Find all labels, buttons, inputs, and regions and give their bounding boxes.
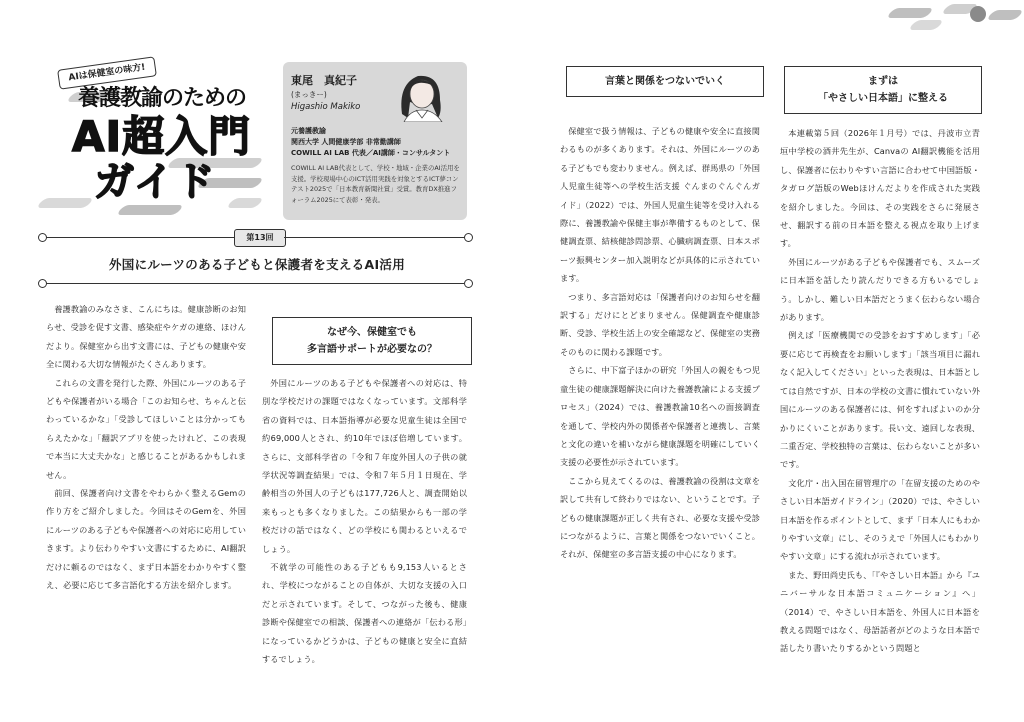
divider-dot bbox=[464, 279, 473, 288]
col4-paragraph: 本連載第５回（2026年１月号）では、丹波市立青垣中学校の酒井先生が、Canvaの AI翻訳機能を活用し、保護者に伝わりやすい言語に合わせて中国語版・タガログ語版のWebほけんだよりを作成された実践を紹介しました。今回は、その実践をさらに発展させ、翻訳する前の日本語を整える視点を取り上げます。 bbox=[780, 128, 980, 249]
decor-stripe bbox=[986, 10, 1024, 20]
author-bio: COWILL AI LAB代表として、学校・地域・企業のAI活用を支援。学校現場中心のICT活用実践を対象とするICT夢コンテスト2025で「日本教育新聞社賞」受賞。教育DX推進フォーラム2025にて表彰・発表。 bbox=[291, 164, 460, 204]
decor-circle bbox=[970, 6, 986, 22]
col1-paragraph-text: これらの文書を発行した際、外国にルーツのある子どもや保護者がいる場合「このお知らせ、ちゃんと伝わっているかな」「受診してほしいことは分かってもらえたかな」「翻訳アプリを使ったけれど、この表現で本当に大丈夫かな」と感じることがあるかもしれません。 bbox=[46, 377, 246, 480]
col4-paragraph: 文化庁・出入国在留管理庁の「在留支援のためのやさしい日本語ガイドライン」（2020）では、やさしい日本語を作るポイントとして、まず「日本人にもわかりやすい文章」にし、そのうえで「外国人にもわかりやすい文章」にする流れが示されています。 bbox=[780, 477, 980, 562]
col4-heading-line: 「やさしい日本語」に整える bbox=[818, 93, 948, 104]
col2-paragraph: 外国にルーツのある子どもや保護者への対応は、特別な学校だけの課題ではなくなっています。文部科学省の資料では、日本語指導が必要な児童生徒は全国で約69,000人とされ、約10年でほぼ倍増しています。さらに、文部科学省の「令和７年度外国人の子供の就学状況等調査結果」では、令和７年５月１日現在、学齢相当の外国人の子どもは177,726人と、調査開始以来もっとも多くなりました。この結果からも一部の学校だけの話ではなく、どの学校にも関わるといえるでしょう。 bbox=[262, 378, 467, 554]
col3-heading bbox=[566, 66, 764, 97]
series-title-line1: 養護教諭のための bbox=[78, 86, 247, 111]
col1-paragraph bbox=[46, 374, 246, 484]
decor-stripe bbox=[116, 205, 184, 215]
author-role-3: COWILL AI LAB 代表／AI講師・コンサルタント bbox=[291, 149, 451, 157]
divider-line bbox=[284, 237, 466, 238]
col4-paragraph: 例えば「医療機関での受診をおすすめします」「必要に応じて再検査をお願いします」「該当項目に漏れなく記入してください」といった表現は、日本語としては自然ですが、日本の学校の文書に慣れていない外国にルーツのある保護者には、何をすればよいのか分かりにくいことがあります。長い文、遠回しな表現、二重否定、学校独特の言葉は、伝わらないことが多いです。 bbox=[780, 330, 980, 470]
divider-line bbox=[46, 237, 234, 238]
episode-label: 第13回 bbox=[246, 233, 274, 242]
col3-paragraph: さらに、中下富子ほかの研究「外国人の親をもつ児童生徒の健康課題解決に向けた養護教諭による支援プロセス」（2024）では、養護教諭10名への面接調査を通して、学校内外の関係者や保護者と連携し、言葉と文化の違いを補いながら健康課題を明確にしていく支援の必要性が示されています。 bbox=[560, 365, 760, 468]
series-tagline-badge bbox=[57, 56, 157, 89]
article-title: 外国にルーツのある子どもと保護者を支えるAI活用 bbox=[108, 257, 406, 272]
col3-paragraph: 保健室で扱う情報は、子どもの健康や安全に直接関わるものが多くあります。それは、外国にルーツのある子どもでも変わりません。例えば、群馬県の「外国人児童生徒等への学校生活支援 ぐんまのぐんぐんガイド」（2022）では、外国人児童生徒等を受け入れる際に、養護教諭や保健主事が準備するものとして、保健調査票、結核健診問診票、心臓病調査票、日本スポーツ振興センター加入説明などが具体的に示されています。 bbox=[560, 126, 760, 284]
author-role-2: 関西大学 人間健康学部 非常勤講師 bbox=[291, 138, 401, 146]
col2-paragraph: 不就学の可能性のある子どもも9,153人いるとされ、学校につながることの自体が、大切な支援の入口だと示されています。そして、つながった後も、健康診断や保健室での相談、保護者への連絡が「伝わる形」になっているかどうかは、子どもの健康と安全に直結するでしょう。 bbox=[262, 562, 467, 665]
column-1 bbox=[46, 300, 246, 595]
series-tagline: AIは保健室の味方! bbox=[67, 62, 147, 84]
author-name: 東尾 真紀子 bbox=[291, 74, 357, 87]
episode-badge bbox=[234, 229, 286, 247]
column-4 bbox=[780, 124, 980, 658]
col2-heading-line: なぜ今、保健室でも bbox=[327, 327, 417, 338]
divider-line bbox=[46, 283, 464, 284]
col2-heading bbox=[272, 317, 472, 365]
author-nickname: (まっきー) bbox=[291, 90, 327, 99]
divider-dot bbox=[464, 233, 473, 242]
col2-heading-line: 多言語サポートが必要なの？ bbox=[307, 344, 437, 355]
column-3 bbox=[560, 122, 760, 564]
col4-heading-line: まずは bbox=[868, 76, 898, 87]
decor-stripe bbox=[908, 20, 944, 30]
decor-stripe bbox=[886, 8, 934, 18]
col4-paragraph: 外国にルーツがある子どもや保護者でも、スムーズに日本語を話したり読んだりできる方もいるでしょう。しかし、難しい日本語だとうまく伝わらない場合があります。 bbox=[780, 256, 980, 323]
series-title-line3: ガイド bbox=[94, 159, 216, 205]
author-role-1: 元養護教諭 bbox=[291, 127, 326, 135]
col1-paragraph: 前回、保護者向け文書をやわらかく整えるGemの作り方をご紹介しました。今回はそのGemを、外国にルーツのある子どもや保護者への対応に応用していきます。より伝わりやすい文書にするために、AI翻訳だけに頼るのではなく、まず日本語をわかりやすく整え、必要に応じて多言語化する方法を紹介します。 bbox=[46, 488, 246, 591]
col4-paragraph: また、野田尚史氏も、「『やさしい日本語』から『ユニバーサルな日本語コミュニケーション』へ」（2014）で、やさしい日本語を、外国人に日本語を教える問題ではなく、母語話者がどのような日本語で話したり書いたりするかという問題と bbox=[780, 569, 980, 654]
column-2 bbox=[262, 374, 467, 669]
col1-paragraph: 養護教諭のみなさま、こんにちは。健康診断のお知らせ、受診を促す文書、感染症やケガの連絡、ほけんだより。保健室から出す文書には、子どもの健康や安全に関わる大切な情報がたくさんあります。 bbox=[46, 304, 246, 370]
col4-heading bbox=[784, 66, 982, 114]
col3-heading-line: 言葉と関係をつないでいく bbox=[605, 76, 725, 87]
decor-stripe bbox=[36, 198, 94, 208]
author-romaji: Higashio Makiko bbox=[291, 102, 361, 112]
series-title-line2: AI超入門 bbox=[72, 112, 252, 161]
col3-paragraph: ここから見えてくるのは、養護教諭の役割は文章を訳して共有して終わりではない、ということです。子どもの健康課題が正しく共有され、必要な支援や受診につながるように、言葉と関係をつないでいくこと。それが、保健室の多言語支援の中心になります。 bbox=[560, 475, 760, 560]
col3-paragraph: つまり、多言語対応は「保護者向けのお知らせを翻訳する」だけにとどまりません。保健調査や健康診断、受診、学校生活上の安全確認など、保健室の実務そのものに関わる課題です。 bbox=[560, 291, 760, 357]
author-portrait bbox=[380, 64, 460, 122]
